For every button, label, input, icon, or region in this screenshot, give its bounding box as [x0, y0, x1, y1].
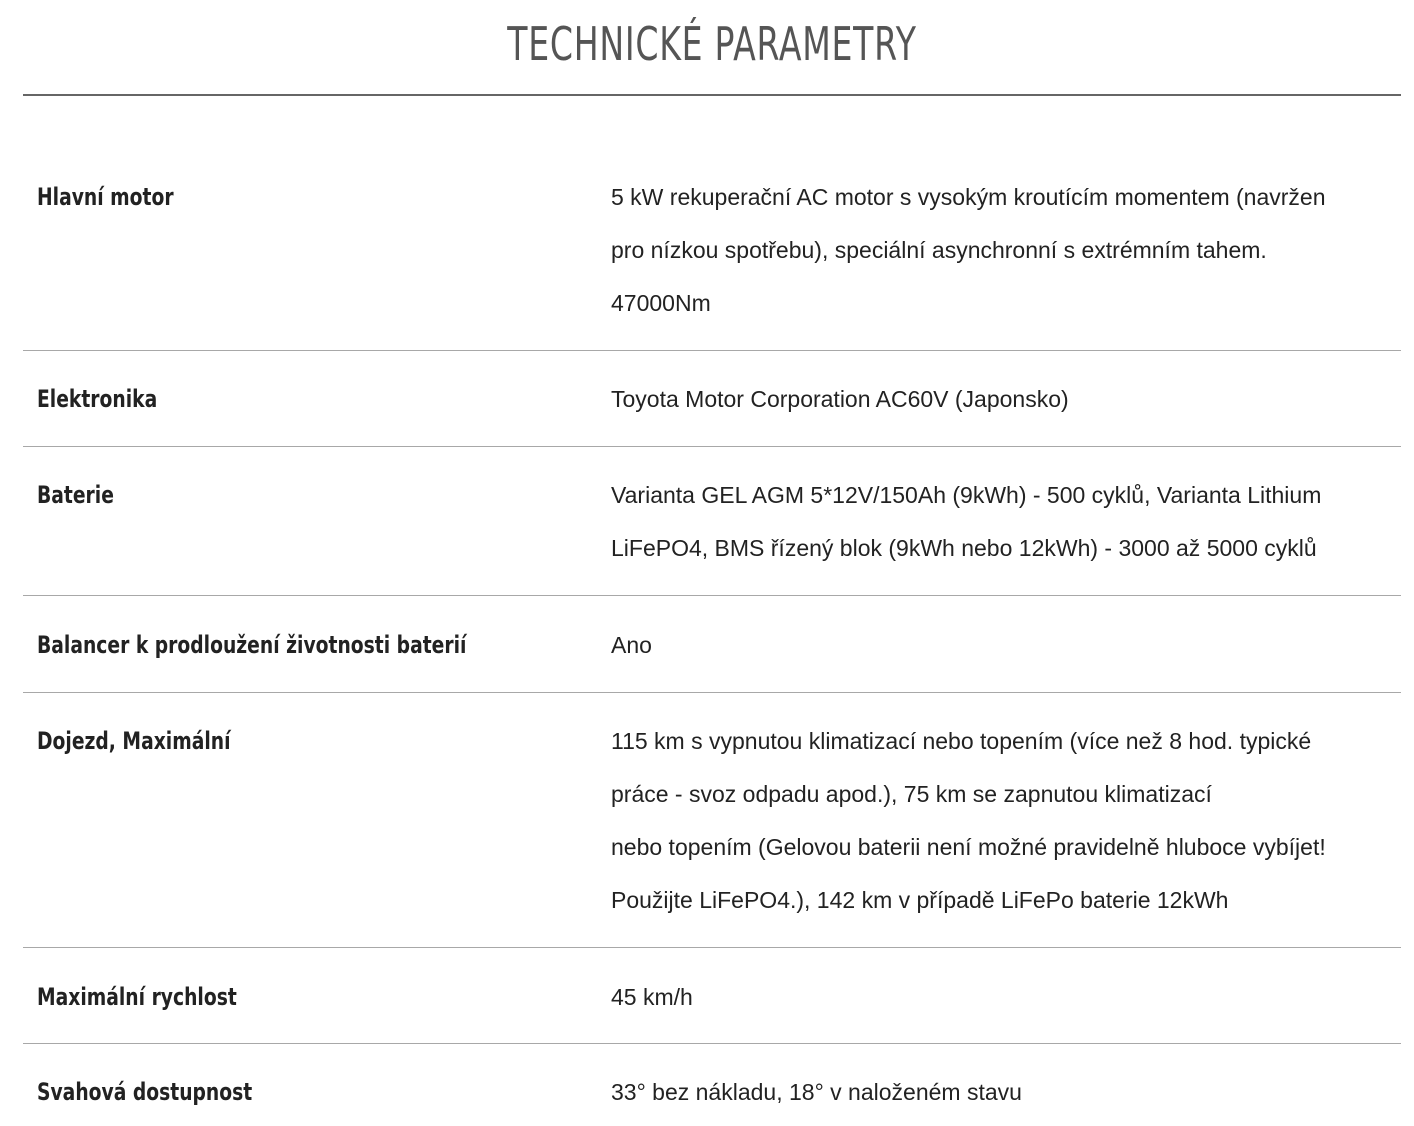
spec-row — [23, 693, 1401, 948]
spec-value-line: LiFePO4, BMS řízený blok (9kWh nebo 12kWh) - 3000 až 5000 cyklů — [611, 535, 1317, 561]
spec-value — [611, 373, 1391, 426]
spec-row — [23, 1044, 1401, 1124]
spec-row — [23, 351, 1401, 447]
spec-value-line: 47000Nm — [611, 290, 711, 316]
spec-value — [611, 171, 1391, 330]
spec-row — [23, 948, 1401, 1044]
spec-value-line: pro nízkou spotřebu), speciální asynchronní s extrémním tahem. — [611, 237, 1267, 263]
spec-label: Elektronika — [37, 385, 158, 413]
spec-label: Svahová dostupnost — [37, 1078, 253, 1106]
spec-value-line: 5 kW rekuperační AC motor s vysokým kroutícím momentem (navržen — [611, 184, 1326, 210]
spec-value-line: Použijte LiFePO4.), 142 km v případě LiFePo baterie 12kWh — [611, 887, 1229, 913]
spec-label: Hlavní motor — [37, 183, 174, 211]
spec-value-line: 45 km/h — [611, 984, 693, 1010]
spec-value — [611, 1066, 1391, 1119]
spec-label: Dojezd, Maximální — [37, 727, 231, 755]
spec-row — [23, 447, 1401, 596]
spec-value — [611, 469, 1391, 575]
spec-value — [611, 971, 1391, 1024]
spec-table — [23, 144, 1401, 1124]
spec-value-line: Ano — [611, 632, 652, 658]
spec-value-line: Varianta GEL AGM 5*12V/150Ah (9kWh) - 500 cyklů, Varianta Lithium — [611, 482, 1322, 508]
spec-row — [23, 144, 1401, 351]
spec-value-line: 115 km s vypnutou klimatizací nebo topením (více než 8 hod. typické — [611, 728, 1312, 754]
title-divider — [23, 94, 1401, 96]
spec-label: Balancer k prodloužení životnosti baterií — [37, 631, 467, 659]
spec-value-line: práce - svoz odpadu apod.), 75 km se zapnutou klimatizací — [611, 781, 1212, 807]
spec-value — [611, 715, 1391, 927]
spec-value-line: 33° bez nákladu, 18° v naloženém stavu — [611, 1079, 1022, 1105]
page-title: TECHNICKÉ PARAMETRY — [507, 17, 917, 71]
spec-value — [611, 619, 1391, 672]
spec-label: Baterie — [37, 481, 114, 509]
spec-value-line: Toyota Motor Corporation AC60V (Japonsko) — [611, 386, 1069, 412]
spec-label: Maximální rychlost — [37, 983, 237, 1011]
spec-row — [23, 596, 1401, 693]
spec-value-line: nebo topením (Gelovou baterii není možné pravidelně hluboce vybíjet! — [611, 834, 1326, 860]
